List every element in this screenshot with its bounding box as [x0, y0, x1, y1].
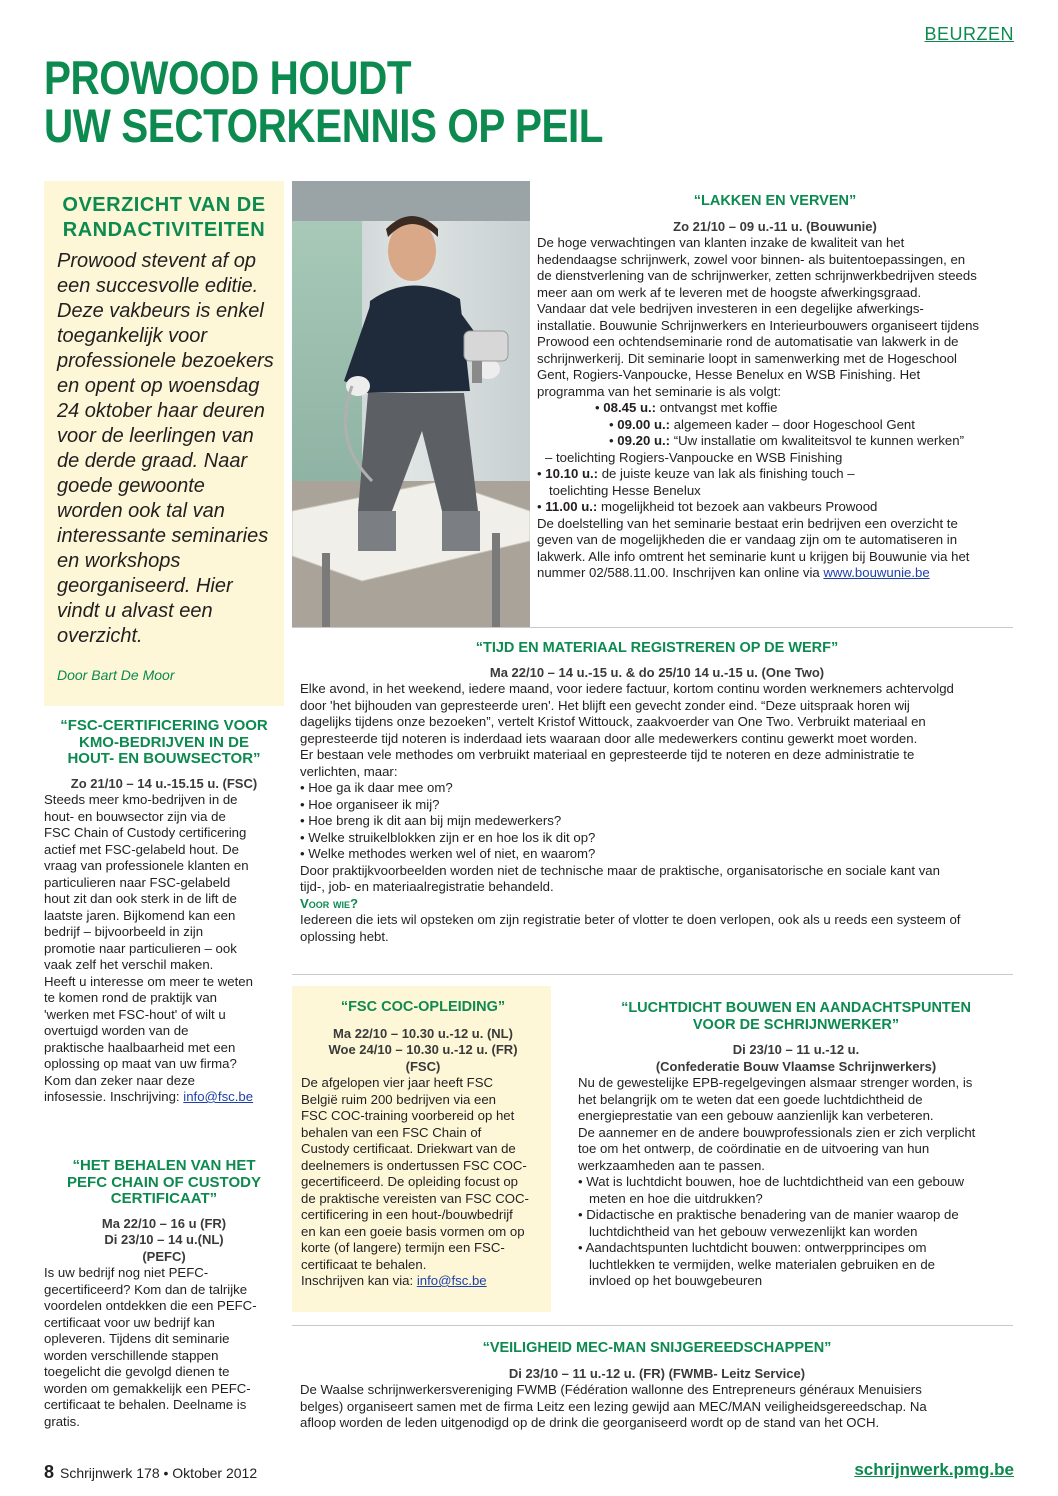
body-line: Gent, Rogiers-Vanpoucke, Hesse Benelux en WSB Finishing. Het — [537, 367, 921, 382]
body-line: oplossing op maat van uw firma? — [44, 1056, 237, 1071]
bullet-icon: • — [595, 400, 604, 415]
bullet-icon: • — [537, 499, 546, 514]
issue-text: Schrijnwerk 178 • Oktober 2012 — [60, 1465, 258, 1481]
title-line-2: UW SECTORKENNIS OP PEIL — [44, 99, 604, 152]
program-item — [537, 483, 1013, 500]
fsc-cert-date: Zo 21/10 – 14 u.-15.15 u. (FSC) — [70, 775, 258, 791]
text: nummer 02/588.11.00. Inschrijven kan online via — [537, 565, 824, 580]
program-time: 09.20 u.: — [617, 433, 671, 448]
section-tag: BEURZEN — [924, 24, 1014, 44]
intro-line: de derde graad. Naar — [57, 450, 248, 472]
body-line: hout zit dan ook sterk in de lift de — [44, 891, 237, 906]
website-link[interactable]: schrijnwerk.pmg.be — [854, 1460, 1014, 1479]
body-line: Iedereen die iets wil opsteken om zijn registratie beter of vlotter te doen verlopen, ook als u reeds een systeem of — [300, 912, 961, 927]
body-line: afloop worden de leden uitgenodigd op de drink die georganiseerd wordt op de stand van het OCH. — [300, 1415, 880, 1430]
body-line: Vandaar dat vele bedrijven investeren in een degelijke afwerkings- — [537, 301, 924, 316]
body-line: 'werken met FSC-hout' of wilt u — [44, 1006, 226, 1022]
body-line: verlichten, maar: — [300, 763, 398, 779]
intro-line: vindt u alvast een — [57, 600, 213, 622]
program-time: 11.00 u.: — [545, 499, 598, 514]
intro-heading-line: RANDACTIVITEITEN — [62, 219, 266, 241]
lakken-body — [537, 235, 1013, 400]
date-line: Woe 24/10 – 10.30 u.-12 u. (FR) — [328, 1042, 518, 1057]
body-line: certificaat voor uw bedrijf kan — [44, 1314, 215, 1330]
intro-line: voor de leerlingen van — [57, 425, 254, 447]
bullet-line: • Wat is luchtdicht bouwen, hoe de luchtdichtheid van een gebouw — [578, 1174, 965, 1189]
body-line: worden verschillende stappen — [44, 1347, 219, 1363]
intro-line: interessante seminaries — [57, 525, 269, 547]
mecman-article — [300, 1340, 1014, 1432]
body-line: particulieren naar FSC-gelabeld — [44, 874, 231, 890]
body-line: Elke avond, in het weekend, iedere maand, voor iedere factuur, kortom continu worden werknemers achtervolgd — [300, 681, 954, 696]
body-line: gepresteerde tijd noteren is inderdaad iets waaraan door alle medewerkers continu gewerkt moet worden. — [300, 730, 918, 746]
bullet-line: luchtlekken te vermijden, welke materialen gebruiken en de — [589, 1256, 935, 1272]
program-item — [537, 400, 1013, 417]
body-line: programma van het seminarie is als volgt: — [537, 383, 782, 399]
body-line: promotie naar particulieren – ook — [44, 940, 237, 956]
body-line: worden om gemakkelijk een PEFC- — [44, 1380, 251, 1396]
body-line: door 'het bijhouden van gepresteerde uren'. Het blijft een gevecht zonder eind. “Deze uitspraak horen wij — [300, 697, 910, 713]
luchtdicht-article — [578, 1000, 1014, 1290]
intro-line: goede gewoonte — [57, 475, 205, 497]
intro-line: overzicht. — [57, 625, 143, 647]
body-line: de dienstverlening van de schrijnwerker, zetten schrijnwerkbedrijven steeds — [537, 268, 977, 283]
body-line: overtuigd worden van de — [44, 1023, 189, 1038]
body-line: korte (of langere) termijn een FSC- — [301, 1240, 505, 1255]
date-line: (FSC) — [405, 1058, 441, 1074]
intro-box — [44, 181, 284, 706]
bullet-item: • Hoe organiseer ik mij? — [300, 796, 440, 812]
heading-line: VOOR DE SCHRIJNWERKER” — [692, 1016, 900, 1033]
bullet-line: • Didactische en praktische benadering van de manier waarop de — [578, 1207, 959, 1222]
body-line: meer aan om werk af te leveren met de hoogste afwerkingsgraad. — [537, 284, 922, 300]
tijd-bullets — [300, 780, 1014, 863]
tijd-subhead: Voor wie? — [300, 895, 359, 911]
lakken-article — [537, 193, 1013, 582]
program-time: 10.10 u.: — [545, 466, 599, 481]
body-line: Nu de gewestelijke EPB-regelgevingen alsmaar strenger worden, is — [578, 1075, 973, 1090]
intro-line: professionele bezoekers — [57, 350, 274, 372]
page-title — [44, 51, 870, 152]
tijd-after — [300, 863, 1014, 896]
heading-line: “FSC-CERTIFICERING VOOR — [60, 717, 268, 734]
lakken-heading: “LAKKEN EN VERVEN” — [693, 193, 857, 209]
heading-line: HOUT- EN BOUWSECTOR” — [67, 750, 261, 767]
program-text: mogelijkheid tot bezoek aan vakbeurs Prowood — [597, 499, 878, 514]
program-item — [537, 417, 1013, 434]
photo-illustration — [292, 181, 530, 627]
body-line: vraag van professionele klanten en — [44, 858, 249, 873]
intro-line: 24 oktober haar deuren — [57, 400, 265, 422]
heading-line: “LUCHTDICHT BOUWEN EN AANDACHTSPUNTEN — [621, 1000, 971, 1016]
intro-line: toegankelijk voor — [57, 325, 208, 347]
page-number: 8 — [44, 1462, 55, 1482]
intro-line: een succesvolle editie. — [57, 275, 259, 297]
mecman-body — [300, 1382, 1014, 1432]
body-line: de praktische vereisten van FSC COC- — [301, 1190, 529, 1206]
body-line: Is uw bedrijf nog niet PEFC- — [44, 1265, 209, 1280]
mecman-heading: “VEILIGHEID MEC-MAN SNIJGEREEDSCHAPPEN” — [482, 1340, 832, 1356]
program-text: toelichting Hesse Benelux — [549, 482, 701, 498]
program-text: – toelichting Rogiers-Vanpoucke en WSB Finishing — [545, 449, 843, 465]
bullet-line: invloed op het bouwgebeuren — [589, 1273, 763, 1288]
bullet-icon: • — [609, 433, 618, 448]
divider — [292, 974, 1013, 975]
bullet-line: meten en hoe die uitdrukken? — [589, 1190, 763, 1206]
tijd-body — [300, 681, 1014, 780]
fsc-coc-last-line — [301, 1273, 545, 1290]
body-line: toegelicht die gevolgd dienen te — [44, 1364, 230, 1379]
body-line: en kan een goeie basis vormen om op — [301, 1223, 525, 1239]
bullet-item: • Hoe breng ik dit aan bij mijn medewerkers? — [300, 813, 562, 828]
body-line: praktische haalbaarheid met een — [44, 1039, 236, 1055]
body-line: vaak zelf het verschil maken. — [44, 957, 214, 972]
mecman-date: Di 23/10 – 11 u.-12 u. (FR) (FWMB- Leitz Service) — [508, 1365, 806, 1381]
photo-spray-painter — [292, 181, 530, 627]
body-line: certificering in een hout-/bouwbedrijf — [301, 1207, 513, 1222]
body-line: Prowood een ochtendseminarie rond de automatisatie van lakwerk in de — [537, 334, 959, 349]
bouwunie-link[interactable]: www.bouwunie.be — [823, 565, 930, 580]
body-line: gecertificeerd. De opleiding focust op — [301, 1174, 518, 1189]
body-line: De afgelopen vier jaar heeft FSC — [301, 1075, 494, 1090]
fsc-coc-article — [301, 999, 545, 1290]
body-line: het belangrijk om te weten dat een goede luchtdichtheid de — [578, 1091, 923, 1107]
body-line: te komen rond de praktijk van — [44, 990, 217, 1005]
body-line: Door praktijkvoorbeelden worden niet de technische maar de praktische, organisatorische en sociale kant van — [300, 862, 940, 878]
body-line: FSC Chain of Custody certificering — [44, 825, 247, 840]
fsc-coc-email-link[interactable]: info@fsc.be — [416, 1273, 487, 1288]
program-time: 09.00 u.: — [617, 416, 671, 432]
body-line: werkzaamheden aan te passen. — [578, 1157, 765, 1173]
program-text: de juiste keuze van lak als finishing touch – — [598, 466, 855, 481]
date-line: Ma 22/10 – 16 u (FR) — [101, 1215, 227, 1231]
intro-line: en workshops — [57, 550, 181, 572]
body-line: bedrijf – bijvoorbeeld in zijn — [44, 924, 204, 939]
divider — [292, 1325, 1013, 1326]
pefc-dates — [44, 1216, 284, 1266]
body-line: hedendaagse schrijnwerk, zowel voor binnen- als buitentoepassingen, en — [537, 251, 966, 267]
title-line-1: PROWOOD HOUDT — [44, 51, 412, 104]
body-line: oplossing hebt. — [300, 928, 389, 944]
body-line: deelnemers is ondertussen FSC COC- — [301, 1157, 527, 1173]
text: infosessie. Inschrijving: — [44, 1089, 184, 1104]
bullet-item: • Welke methodes werken wel of niet, en waarom? — [300, 846, 596, 861]
heading-line: KMO-BEDRIJVEN IN DE — [78, 733, 250, 751]
divider — [292, 627, 1013, 628]
intro-line: en opent op woensdag — [57, 375, 260, 397]
date-line: Di 23/10 – 14 u.(NL) — [104, 1232, 224, 1247]
fsc-coc-body — [301, 1075, 545, 1273]
byline: Door Bart De Moor — [57, 667, 175, 683]
body-line: belges) organiseert samen met de firma Leitz een lezing gewijd aan MEC/MAN veiligheidsgereedschap. Na — [300, 1398, 927, 1414]
program-item — [537, 499, 1013, 516]
tijd-article — [300, 640, 1014, 945]
intro-line: Deze vakbeurs is enkel — [57, 300, 264, 322]
body-line: De doelstelling van het seminarie bestaat erin bedrijven een overzicht te — [537, 515, 958, 531]
body-line: behalen van een FSC Chain of — [301, 1124, 482, 1140]
heading-line: PEFC CHAIN OF CUSTODY — [67, 1173, 261, 1191]
lakken-last-line — [537, 565, 1013, 582]
intro-heading — [44, 193, 284, 243]
tijd-audience — [300, 912, 1014, 945]
tijd-date: Ma 22/10 – 14 u.-15 u. & do 25/10 14 u.-15 u. (One Two) — [489, 664, 825, 680]
date-line: (PEFC) — [142, 1248, 186, 1264]
body-line: De hoge verwachtingen van klanten inzake de kwaliteit van het — [537, 235, 905, 250]
text: Inschrijven kan via: — [301, 1273, 417, 1288]
body-line: gratis. — [44, 1413, 80, 1429]
pefc-article — [44, 1158, 284, 1430]
body-line: laatste jaren. Bijkomend kan een — [44, 907, 236, 923]
date-line: Ma 22/10 – 10.30 u.-12 u. (NL) — [333, 1025, 513, 1041]
fsc-cert-body — [44, 792, 284, 1089]
program-time: 08.45 u.: — [603, 400, 657, 415]
bullet-line: luchtdichtheid van het gebouw verwezenlijkt kan worden — [589, 1223, 918, 1239]
body-line: opleveren. Tijdens dit seminarie — [44, 1331, 230, 1346]
intro-text — [57, 249, 272, 649]
intro-line: worden ook tal van — [57, 500, 225, 522]
luchtdicht-body — [578, 1075, 1014, 1174]
fsc-cert-last-line — [44, 1089, 284, 1106]
bullet-line: • Aandachtspunten luchtdicht bouwen: ontwerpprincipes om — [578, 1240, 927, 1255]
bullet-icon: • — [609, 416, 618, 432]
pefc-heading — [44, 1158, 284, 1208]
body-line: voordelen ontdekken die een PEFC- — [44, 1298, 257, 1313]
body-line: certificaat te behalen. — [301, 1256, 427, 1272]
luchtdicht-heading — [578, 1000, 1014, 1033]
body-line: geven van de mogelijkheden die er vandaag zijn om te automatiseren in — [537, 532, 958, 547]
body-line: energieprestatie van een gebouw aanzienlijk kan verbeteren. — [578, 1108, 934, 1123]
body-line: De Waalse schrijnwerkersvereniging FWMB (Fédération wallonne des Entrepreneurs généraux Menuisiers — [300, 1382, 922, 1397]
body-line: Er bestaan vele methodes om verbruikt materiaal en gepresteerde tijd te noteren en deze administratie te — [300, 747, 915, 762]
bullet-item: • Hoe ga ik daar mee om? — [300, 780, 453, 795]
body-line: gecertificeerd? Kom dan de talrijke — [44, 1281, 248, 1297]
date-line: Di 23/10 – 11 u.-12 u. — [732, 1042, 860, 1057]
date-line: (Confederatie Bouw Vlaamse Schrijnwerkers) — [655, 1058, 937, 1074]
body-line: tijd-, job- en materiaalregistratie behandeld. — [300, 879, 554, 894]
intro-heading-line: OVERZICHT VAN DE — [62, 194, 266, 216]
bullet-item: • Welke struikelblokken zijn er en hoe los ik dit op? — [300, 829, 596, 845]
body-line: actief met FSC-gelabeld hout. De — [44, 841, 239, 857]
program-item — [537, 466, 1013, 483]
fsc-cert-heading — [44, 718, 284, 768]
tijd-heading: “TIJD EN MATERIAAL REGISTREREN OP DE WERF” — [475, 640, 839, 656]
footer-issue — [44, 1462, 257, 1483]
pefc-body — [44, 1265, 284, 1430]
body-line: installatie. Bouwunie Schrijnwerkers en Interieurbouwers organiseert tijdens — [537, 317, 980, 333]
body-line: De aannemer en de andere bouwprofessionals zien er zich verplicht — [578, 1124, 976, 1140]
body-line: Custody certificaat. Driekwart van de — [301, 1141, 516, 1156]
luchtdicht-dates — [578, 1042, 1014, 1075]
fsc-coc-heading: “FSC COC-OPLEIDING” — [340, 999, 506, 1015]
body-line: lakwerk. Alle info omtrent het seminarie kunt u krijgen bij Bouwunie via het — [537, 548, 970, 564]
body-line: hout- en bouwsector zijn via de — [44, 808, 226, 824]
body-line: België ruim 200 bedrijven via een — [301, 1091, 496, 1107]
fsc-cert-article — [44, 718, 284, 1106]
body-line: FSC COC-training voorbereid op het — [301, 1108, 515, 1123]
program-text: algemeen kader – door Hogeschool Gent — [670, 416, 915, 432]
body-line: Kom dan zeker naar deze — [44, 1072, 196, 1088]
program-text: “Uw installatie om kwaliteitsvol te kunnen werken” — [670, 433, 964, 448]
fsc-coc-dates — [301, 1026, 545, 1076]
body-line: toe om het ontwerp, de coördinatie en de uitvoering van hun — [578, 1141, 930, 1156]
body-line: certificaat te behalen. Deelname is — [44, 1397, 247, 1412]
body-line: schrijnwerkerij. Dit seminarie loopt in samenwerking met de Hogeschool — [537, 350, 957, 366]
fsc-email-link[interactable]: info@fsc.be — [183, 1089, 254, 1104]
program-item — [537, 450, 1013, 467]
body-line: Heeft u interesse om meer te weten — [44, 973, 253, 989]
intro-line: georganiseerd. Hier — [57, 575, 233, 597]
program-text: ontvangst met koffie — [656, 400, 778, 415]
lakken-date: Zo 21/10 – 09 u.-11 u. (Bouwunie) — [673, 218, 877, 234]
bullet-icon: • — [537, 466, 546, 481]
lakken-closing — [537, 516, 1013, 566]
heading-line: “HET BEHALEN VAN HET — [72, 1157, 256, 1174]
body-line: Steeds meer kmo-bedrijven in de — [44, 792, 238, 807]
heading-line: CERTIFICAAT” — [110, 1190, 218, 1207]
program-item — [537, 433, 1013, 450]
lakken-program — [537, 400, 1013, 516]
intro-line: Prowood stevent af op — [57, 250, 257, 272]
body-line: dagelijks tijdens onze bezoeken”, vertelt Kristof Wittouck, zaakvoerder van One Two. Verbruikt materiaal en — [300, 714, 926, 729]
luchtdicht-bullets — [578, 1174, 1014, 1290]
